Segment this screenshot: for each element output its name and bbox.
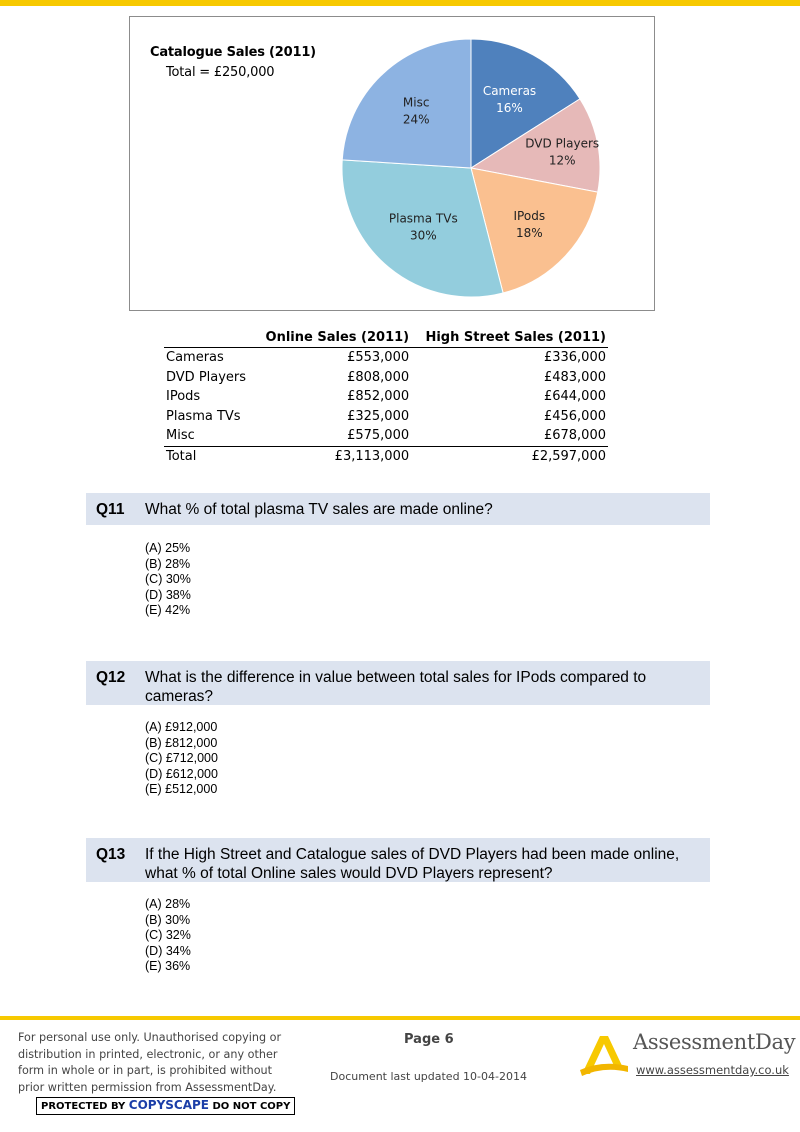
question-13 (86, 838, 710, 882)
table-cell: £553,000 (347, 350, 410, 366)
footer-accent-bar (0, 1016, 800, 1020)
table-cell: £575,000 (347, 428, 410, 444)
slice-label: Misc (402, 95, 430, 110)
table-cell: £678,000 (543, 428, 606, 444)
table-cell: £644,000 (543, 389, 606, 405)
last-updated: Document last updated 10-04-2014 (330, 1070, 527, 1083)
brand-name: AssessmentDay (633, 1030, 796, 1054)
answer-option: (C) 32% (145, 928, 191, 942)
table-cell: £852,000 (347, 389, 410, 405)
slice-percentage: 24% (402, 112, 430, 127)
answer-option: (E) 42% (145, 603, 191, 617)
sales-table (164, 329, 608, 466)
table-cell: £2,597,000 (411, 446, 608, 466)
question-text: What is the difference in value between total sales for IPods compared to cameras? (145, 669, 647, 705)
question-number: Q11 (96, 501, 125, 518)
slice-percentage: 16% (496, 100, 523, 115)
table-cell: DVD Players (166, 369, 247, 385)
copyscape-post: DO NOT COPY (212, 1101, 291, 1112)
copyscape-pre: PROTECTED BY (41, 1101, 126, 1112)
table-row (164, 407, 608, 427)
assessmentday-logo-icon (578, 1030, 630, 1078)
question-13-options (145, 897, 191, 975)
table-cell: £3,113,000 (254, 446, 411, 466)
table-row (164, 426, 608, 446)
slice-percentage: 18% (515, 225, 543, 240)
question-12-options (145, 720, 218, 798)
table-cell: Misc (166, 428, 195, 444)
answer-option: (B) £812,000 (145, 735, 218, 750)
answer-option: (E) 36% (145, 959, 191, 973)
answer-option: (A) 25% (145, 541, 191, 555)
table-cell: £456,000 (543, 408, 606, 424)
answer-option: (D) £612,000 (145, 766, 218, 781)
table-header-row (164, 329, 608, 348)
copyscape-brand: COPYSCAPE (128, 1098, 209, 1112)
answer-option: (C) 30% (145, 572, 191, 586)
disclaimer-line: form in whole or in part, is prohibited without (18, 1064, 273, 1077)
answer-option: (D) 38% (145, 587, 191, 602)
disclaimer-line: For personal use only. Unauthorised copying or (18, 1031, 282, 1044)
pie-chart-svg (130, 17, 654, 310)
slice-percentage: 12% (548, 153, 576, 168)
page-number: Page 6 (404, 1032, 454, 1047)
column-header (164, 329, 254, 348)
question-text: What % of total plasma TV sales are made online? (145, 501, 493, 518)
slice-label: IPods (513, 208, 546, 223)
column-header-online: Online Sales (2011) (254, 329, 411, 348)
website-link[interactable]: www.assessmentday.co.uk (636, 1063, 789, 1077)
slice-label: Plasma TVs (388, 211, 458, 226)
table-cell: IPods (166, 389, 201, 405)
slice-label: DVD Players (525, 136, 600, 151)
table-row (164, 387, 608, 407)
question-12 (86, 661, 710, 705)
question-number: Q12 (96, 669, 126, 686)
answer-option: (B) 30% (145, 912, 191, 927)
pie-chart (129, 16, 655, 311)
chart-title: Catalogue Sales (2011) (150, 45, 316, 60)
question-number: Q13 (96, 846, 126, 863)
table-total-row (164, 446, 608, 466)
question-11 (86, 493, 710, 525)
table-cell: £483,000 (543, 369, 606, 385)
table-row (164, 348, 608, 368)
disclaimer-line: distribution in printed, electronic, or any other (18, 1047, 278, 1061)
answer-option: (E) £512,000 (145, 782, 218, 796)
question-11-options (145, 541, 191, 619)
table-cell: Cameras (166, 350, 224, 366)
table-cell: Plasma TVs (166, 408, 241, 424)
answer-option: (A) 28% (145, 897, 191, 911)
answer-option: (C) £712,000 (145, 751, 218, 765)
table-cell: Total (164, 446, 254, 466)
question-text: If the High Street and Catalogue sales of DVD Players had been made online, what % of total Online sales would DVD Players represent? (145, 846, 680, 882)
table-cell: £325,000 (347, 408, 410, 424)
chart-subtitle: Total = £250,000 (166, 65, 275, 80)
top-accent-bar (0, 0, 800, 6)
table-cell: £336,000 (543, 350, 606, 366)
disclaimer-line: prior written permission from AssessmentDay. (18, 1080, 277, 1094)
slice-label: Cameras (482, 83, 537, 98)
table-row (164, 368, 608, 388)
answer-option: (D) 34% (145, 943, 191, 958)
slice-percentage: 30% (409, 228, 437, 243)
column-header-high-street: High Street Sales (2011) (411, 329, 608, 348)
answer-option: (B) 28% (145, 556, 191, 571)
copyscape-badge[interactable] (36, 1097, 295, 1115)
footer-disclaimer (18, 1030, 298, 1096)
table-cell: £808,000 (347, 369, 410, 385)
answer-option: (A) £912,000 (145, 720, 218, 734)
